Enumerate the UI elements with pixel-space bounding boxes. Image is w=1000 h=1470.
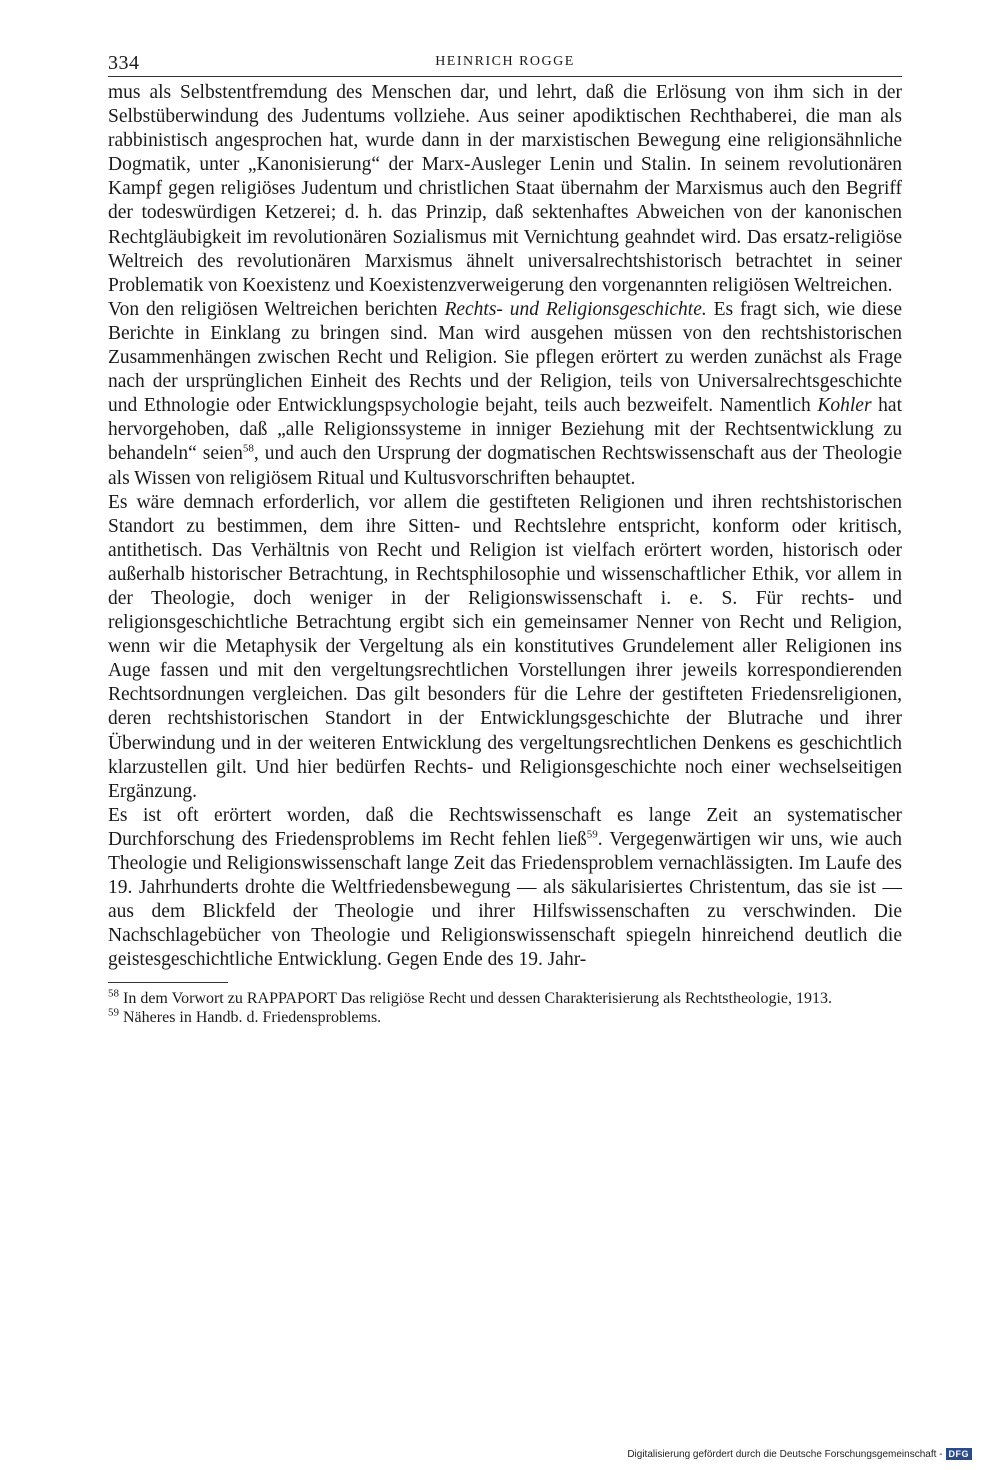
footnote-reference: 58 xyxy=(242,442,254,455)
footnote-reference: 59 xyxy=(586,828,598,841)
page-number: 334 xyxy=(108,52,140,74)
running-head-author: HEINRICH ROGGE xyxy=(435,54,575,69)
text-segment: Von den religiösen Weltreichen berichten xyxy=(108,298,445,320)
footnote xyxy=(108,1008,902,1027)
page xyxy=(108,48,902,1027)
text-segment: mus als Selbstentfremdung des Menschen dar, und lehrt, daß die Erlösung von ihm sich in der Selbstüberwindung des Judentums vollziehe. Aus seiner apodiktischen Rechthaberei, die man als rabbinistisch angesprochen hat, wurde dann in der marxistischen Bewegung eine religionsähnliche Dogmatik, unter „Kanonisierung“ der Marx-Ausleger Lenin und Stalin. In seinem revolutionären Kampf gegen religiöses Judentum und christlichen Staat übernahm der Marxismus auch den Begriff der todeswürdigen Ketzerei; d. h. das Prinzip, daß sektenhaftes Abweichen von der kanonischen Rechtgläubigkeit im revolutionären Sozialismus mit Vernichtung geahndet wird. Das ersatz-religiöse Weltreich des revolutionären Marxismus ähnelt universalrechtshistorisch betrachtet in seiner Problematik von Koexistenz und Koexistenzverweigerung den vorgenannten religiösen Weltreichen. xyxy=(108,82,902,296)
italic-text: Rechts- und Religionsgeschichte. xyxy=(444,298,707,320)
footnote-marker: 58 xyxy=(108,988,119,1001)
digitization-notice-text: Digitalisierung gefördert durch die Deutsche Forschungsgemeinschaft - xyxy=(627,1448,943,1460)
italic-text: Kohler xyxy=(817,395,872,417)
body-text xyxy=(108,81,902,972)
footnote-text: Näheres in Handb. d. Friedensproblems. xyxy=(119,1009,382,1027)
paragraph xyxy=(108,81,902,298)
text-segment: Es wäre demnach erforderlich, vor allem die gestifteten Religionen und ihren rechtshistorischen Standort zu bestimmen, dem ihre Sitten- und Rechtslehre entspricht, konform oder kritisch, antithetisch. Das Verhältnis von Recht und Religion ist vielfach erörtert worden, historisch oder außerhalb historischer Betrachtung, in Rechtsphilosophie und wissenschaftlicher Ethik, vor allem in der Theologie, doch weniger in der Religionswissenschaft i. e. S. Für rechts- und religionsgeschichtliche Betrachtung ergibt sich ein gemeinsamer Nenner von Recht und Religion, wenn wir die Metaphysik der Vergeltung als ein konstitutives Grundelement aller Religionen ins Auge fassen und mit den vergeltungsrechtlichen Vorstellungen ihrer jeweils korrespondierenden Rechtsordnungen vergleichen. Das gilt besonders für die Lehre der gestifteten Friedensreligionen, deren rechtshistorischen Standort in der Entwicklungsgeschichte der Blutrache und ihrer Überwindung und in der weiteren Entwicklung des vergeltungsrechtlichen Denkens es geschichtlich klarzustellen gilt. Und hier bedürfen Rechts- und Religionsgeschichte noch einer wechselseitigen Ergänzung. xyxy=(108,491,902,802)
footnote-text: In dem Vorwort zu RAPPAPORT Das religiöse Recht und dessen Charakterisierung als Rechtstheologie, 1913. xyxy=(119,990,833,1008)
paragraph xyxy=(108,491,902,804)
footnote-marker: 59 xyxy=(108,1007,119,1020)
dfg-logo-icon: DFG xyxy=(946,1448,973,1460)
text-segment: hat hervorgehoben, daß „alle Religionssysteme in inniger Beziehung mit der Rechtsentwicklung zu behandeln“ seien xyxy=(108,395,902,465)
text-segment: . Vergegenwärtigen wir uns, wie auch Theologie und Religionswissenschaft lange Zeit das Friedensproblem vernachlässigten. Im Laufe des 19. Jahrhunderts drohte die Weltfriedensbewegung — als säkularisiertes Christentum, das sie ist — aus dem Blickfeld der Theologie und ihrer Hilfswissenschaften zu verschwinden. Die Nachschlagebücher von Theologie und Religionswissenschaft spiegeln hinreichend deutlich die geistesgeschichtliche Entwicklung. Gegen Ende des 19. Jahr- xyxy=(108,828,902,971)
paragraph xyxy=(108,298,902,491)
footnotes xyxy=(108,989,902,1027)
footnote-divider xyxy=(108,982,228,983)
footnote xyxy=(108,989,902,1008)
text-segment: Es fragt sich, wie diese Berichte in Einklang zu bringen sind. Man wird ausgehen müssen von den rechtshistorischen Zusammenhängen zwischen Recht und Religion. Sie pflegen erörtert zu werden zunächst als Frage nach der ursprünglichen Einheit des Rechts und der Religion, teils von Universalrechtsgeschichte und Ethnologie oder Entwicklungspsychologie bejaht, teils auch bezweifelt. Namentlich xyxy=(108,298,902,417)
paragraph xyxy=(108,804,902,973)
text-segment: , und auch den Ursprung der dogmatischen Rechtswissenschaft aus der Theologie als Wissen von religiösem Ritual und Kultusvorschriften behauptet. xyxy=(108,443,902,489)
text-segment: Es ist oft erörtert worden, daß die Rechtswissenschaft es lange Zeit an systematischer Durchforschung des Friedensproblems im Recht fehlen ließ xyxy=(108,804,902,850)
running-header xyxy=(108,48,902,77)
digitization-notice xyxy=(627,1448,972,1460)
